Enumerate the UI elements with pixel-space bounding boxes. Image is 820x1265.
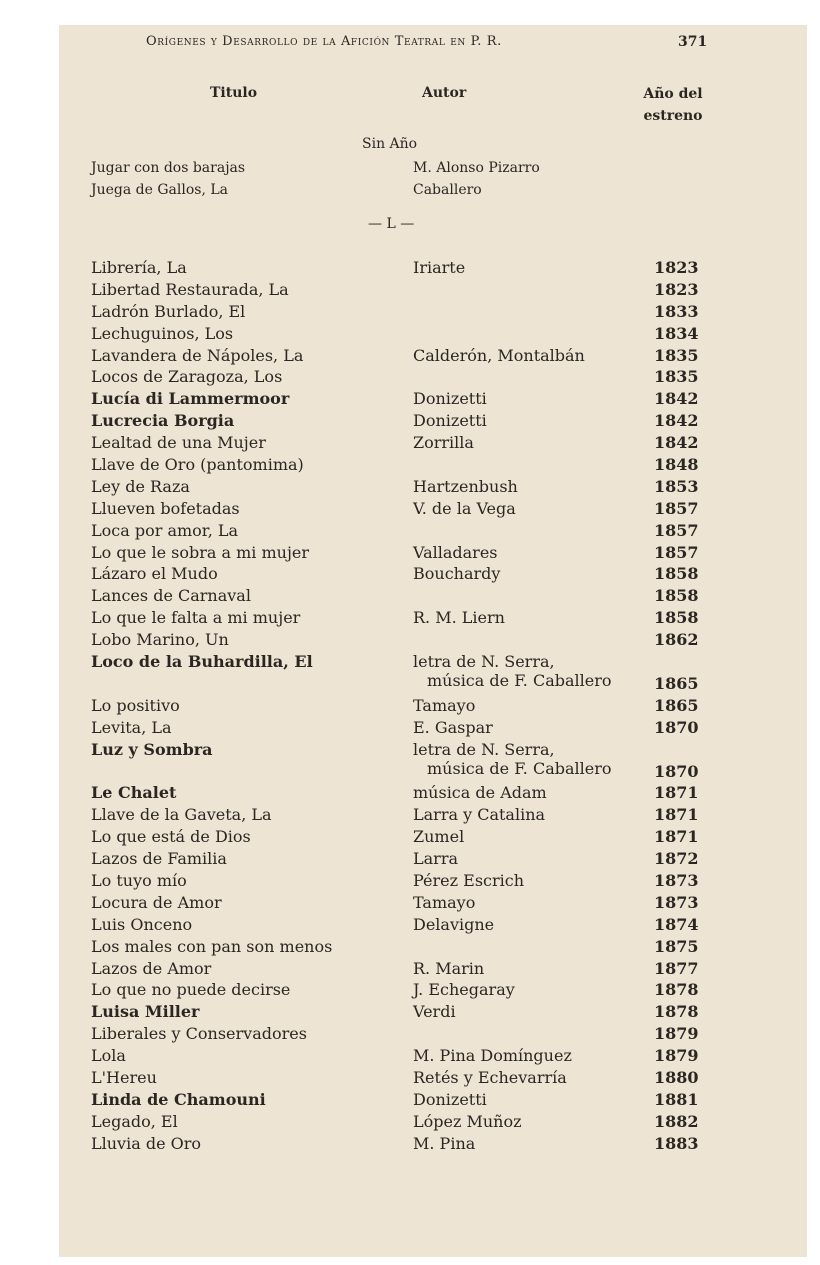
- table-row: [91, 915, 711, 937]
- entry-year: 1881: [654, 1089, 699, 1109]
- entry-author: [413, 827, 464, 846]
- entry-year: 1865: [654, 695, 699, 715]
- entry-year: 1865: [654, 673, 699, 693]
- entry-year: 1858: [654, 564, 699, 584]
- column-author-header: Autor: [422, 85, 467, 101]
- entry-author-line: Hartzenbush: [413, 476, 518, 496]
- entry-author: [413, 389, 487, 408]
- entry-title: Lavandera de Nápoles, La: [91, 345, 304, 365]
- entry-year: 1858: [654, 586, 699, 606]
- entry-author-line: E. Gaspar: [413, 717, 493, 737]
- table-row: [91, 630, 711, 652]
- entry-year: 1835: [654, 345, 699, 365]
- table-row: [91, 411, 711, 433]
- entry-year: 1842: [654, 433, 699, 453]
- entry-author: [413, 1090, 487, 1109]
- entry-title: Ladrón Burlado, El: [91, 301, 246, 321]
- table-row: [91, 586, 711, 608]
- running-head: Orígenes y Desarrollo de la Afición Teatral en P. R.: [146, 34, 502, 49]
- entry-title: Levita, La: [91, 717, 172, 737]
- entry-year: 1842: [654, 411, 699, 431]
- entry-author: [413, 1134, 475, 1153]
- entry-author-line: letra de N. Serra,: [413, 739, 555, 759]
- entry-year: 1834: [654, 323, 699, 343]
- entry-author: [413, 849, 458, 868]
- entry-author-line: Valladares: [413, 542, 498, 562]
- table-row: [91, 389, 711, 411]
- entry-author-line: Calderón, Montalbán: [413, 345, 585, 365]
- entry-year: 1823: [654, 279, 699, 299]
- entry-author: M. Alonso Pizarro: [413, 160, 540, 176]
- year-header-line2: estreno: [643, 108, 703, 124]
- entry-author: [413, 871, 524, 890]
- table-row: [91, 346, 711, 368]
- table-row: [91, 740, 711, 784]
- entry-author: [413, 1068, 567, 1087]
- entry-year: 1873: [654, 892, 699, 912]
- table-row: [91, 302, 711, 324]
- column-year-header: [638, 83, 708, 127]
- table-row: [91, 367, 711, 389]
- sin-ano-list: [91, 160, 711, 204]
- entry-year: 1880: [654, 1067, 699, 1087]
- table-row: [91, 696, 711, 718]
- entry-year: 1873: [654, 870, 699, 890]
- table-row: [91, 893, 711, 915]
- list-item: [91, 160, 711, 182]
- entry-author-line: música de F. Caballero: [427, 671, 612, 691]
- entry-author: [413, 1002, 456, 1021]
- entry-title: Lechuguinos, Los: [91, 323, 234, 343]
- entry-year: 1882: [654, 1111, 699, 1131]
- entry-title: Lazos de Familia: [91, 849, 227, 869]
- entry-title: Lobo Marino, Un: [91, 630, 229, 650]
- entry-year: 1879: [654, 1024, 699, 1044]
- table-row: [91, 1046, 711, 1068]
- table-row: [91, 1090, 711, 1112]
- entry-year: 1870: [654, 761, 699, 781]
- entry-author: [413, 499, 516, 518]
- table-row: [91, 477, 711, 499]
- entry-year: 1857: [654, 520, 699, 540]
- column-title-header: Titulo: [210, 85, 258, 101]
- entry-title: Lo positivo: [91, 695, 180, 715]
- entry-title: Lucrecia Borgia: [91, 411, 235, 431]
- entry-title: L'Hereu: [91, 1067, 157, 1087]
- entry-title: Luz y Sombra: [91, 739, 213, 759]
- entry-title: Locos de Zaragoza, Los: [91, 367, 283, 387]
- table-row: [91, 258, 711, 280]
- entry-year: 1871: [654, 827, 699, 847]
- entry-author-line: López Muñoz: [413, 1111, 522, 1131]
- entry-author-line: Larra: [413, 849, 458, 869]
- table-row: [91, 827, 711, 849]
- entry-author: [413, 258, 465, 277]
- entry-title: Legado, El: [91, 1111, 178, 1131]
- entry-author-line: Delavigne: [413, 914, 495, 934]
- table-row: [91, 433, 711, 455]
- table-row: [91, 980, 711, 1002]
- table-row: [91, 1068, 711, 1090]
- entry-title: Ley de Raza: [91, 476, 190, 496]
- table-row: [91, 871, 711, 893]
- entry-author-line: Zumel: [413, 827, 465, 847]
- table-row: [91, 543, 711, 565]
- entry-title: Le Chalet: [91, 783, 177, 803]
- table-row: [91, 783, 711, 805]
- entry-title: Llueven bofetadas: [91, 498, 240, 518]
- entry-author-line: Zorrilla: [413, 433, 474, 453]
- table-row: [91, 455, 711, 477]
- list-item: [91, 182, 711, 204]
- entry-title: Librería, La: [91, 258, 187, 277]
- entry-author: [413, 696, 475, 715]
- entry-title: Loco de la Buhardilla, El: [91, 652, 313, 672]
- entry-title: Juega de Gallos, La: [91, 181, 229, 198]
- entry-title: Linda de Chamouni: [91, 1089, 266, 1109]
- table-row: [91, 652, 711, 696]
- table-row: [91, 499, 711, 521]
- entry-author: [413, 433, 474, 452]
- table-row: [91, 564, 711, 586]
- entry-author: [413, 805, 545, 824]
- entry-year: 1883: [654, 1133, 699, 1153]
- entry-year: 1878: [654, 980, 699, 1000]
- entry-author: [413, 740, 612, 778]
- entry-author: [413, 411, 487, 430]
- entry-author: [413, 1046, 572, 1065]
- entry-author-line: Retés y Echevarría: [413, 1067, 567, 1087]
- entry-author-line: V. de la Vega: [413, 498, 516, 518]
- entries-list: [91, 258, 711, 1156]
- entry-author-line: R. Marin: [413, 958, 485, 978]
- section-sin-ano-heading: Sin Año: [362, 136, 418, 152]
- entry-year: 1857: [654, 542, 699, 562]
- entry-title: Lazos de Amor: [91, 958, 212, 978]
- entry-title: Llave de Oro (pantomima): [91, 455, 304, 475]
- entry-author: [413, 783, 547, 802]
- entry-author-line: letra de N. Serra,: [413, 652, 555, 672]
- entry-title: Lola: [91, 1046, 126, 1066]
- entry-title: Locura de Amor: [91, 892, 222, 912]
- table-row: [91, 324, 711, 346]
- entry-year: 1879: [654, 1046, 699, 1066]
- entry-year: 1878: [654, 1002, 699, 1022]
- entry-author: [413, 652, 612, 690]
- entry-author-line: Donizetti: [413, 1089, 487, 1109]
- table-row: [91, 608, 711, 630]
- entry-year: 1871: [654, 783, 699, 803]
- entry-author: [413, 980, 515, 999]
- entry-author: Caballero: [413, 181, 482, 198]
- entry-title: Lucía di Lammermoor: [91, 389, 290, 409]
- entry-author-line: Iriarte: [413, 258, 466, 277]
- entry-author: [413, 915, 494, 934]
- table-row: [91, 849, 711, 871]
- entry-title: Luisa Miller: [91, 1002, 200, 1022]
- entry-author: [413, 718, 493, 737]
- entry-year: 1875: [654, 936, 699, 956]
- entry-author-line: Bouchardy: [413, 564, 501, 584]
- entry-author: [413, 1112, 522, 1131]
- table-row: [91, 805, 711, 827]
- entry-author: [413, 893, 475, 912]
- entry-year: 1835: [654, 367, 699, 387]
- entry-year: 1823: [654, 258, 699, 277]
- entry-title: Lealtad de una Mujer: [91, 433, 266, 453]
- entry-title: Lo que está de Dios: [91, 827, 251, 847]
- entry-year: 1877: [654, 958, 699, 978]
- table-row: [91, 280, 711, 302]
- year-header-line1: Año del: [643, 86, 703, 102]
- table-row: [91, 959, 711, 981]
- entry-author-line: R. M. Liern: [413, 608, 505, 628]
- entry-year: 1857: [654, 498, 699, 518]
- entry-title: Lluvia de Oro: [91, 1133, 202, 1153]
- entry-year: 1871: [654, 805, 699, 825]
- page-number: 371: [678, 34, 708, 50]
- entry-year: 1862: [654, 630, 699, 650]
- entry-year: 1870: [654, 717, 699, 737]
- entry-author-line: M. Pina Domínguez: [413, 1046, 572, 1066]
- entry-year: 1833: [654, 301, 699, 321]
- entry-year: 1853: [654, 476, 699, 496]
- entry-title: Lo tuyo mío: [91, 870, 187, 890]
- entry-author-line: música de Adam: [413, 783, 547, 803]
- entry-title: Lo que le sobra a mi mujer: [91, 542, 310, 562]
- entry-author: [413, 608, 505, 627]
- entry-title: Lo que no puede decirse: [91, 980, 291, 1000]
- entry-title: Jugar con dos barajas: [91, 160, 246, 176]
- entry-year: 1858: [654, 608, 699, 628]
- table-row: [91, 937, 711, 959]
- table-row: [91, 1134, 711, 1156]
- entry-title: Loca por amor, La: [91, 520, 239, 540]
- entry-author: [413, 477, 518, 496]
- section-l-heading: — L —: [368, 216, 415, 232]
- entry-title: Liberales y Conservadores: [91, 1024, 307, 1044]
- entry-author: [413, 959, 484, 978]
- entry-author-line: J. Echegaray: [413, 980, 515, 1000]
- entry-year: 1872: [654, 849, 699, 869]
- entry-author-line: M. Pina: [413, 1133, 476, 1153]
- entry-title: Lances de Carnaval: [91, 586, 251, 606]
- entry-author-line: música de F. Caballero: [427, 758, 612, 778]
- entry-author-line: Donizetti: [413, 389, 487, 409]
- entry-year: 1848: [654, 455, 699, 475]
- table-row: [91, 521, 711, 543]
- entry-author-line: Tamayo: [413, 695, 476, 715]
- entry-author-line: Verdi: [413, 1002, 456, 1022]
- entry-title: Llave de la Gaveta, La: [91, 805, 272, 825]
- entry-title: Los males con pan son menos: [91, 936, 333, 956]
- table-row: [91, 1024, 711, 1046]
- entry-title: Libertad Restaurada, La: [91, 279, 289, 299]
- entry-author: [413, 564, 500, 583]
- table-row: [91, 1002, 711, 1024]
- entry-author-line: Pérez Escrich: [413, 870, 525, 890]
- entry-title: Lo que le falta a mi mujer: [91, 608, 301, 628]
- table-row: [91, 1112, 711, 1134]
- entry-author-line: Larra y Catalina: [413, 805, 546, 825]
- entry-author: [413, 543, 498, 562]
- entry-author: [413, 346, 585, 365]
- entry-author-line: Tamayo: [413, 892, 476, 912]
- table-row: [91, 718, 711, 740]
- entry-year: 1842: [654, 389, 699, 409]
- entry-author-line: Donizetti: [413, 411, 487, 431]
- entry-year: 1874: [654, 914, 699, 934]
- entry-title: Luis Onceno: [91, 914, 193, 934]
- entry-title: Lázaro el Mudo: [91, 564, 218, 584]
